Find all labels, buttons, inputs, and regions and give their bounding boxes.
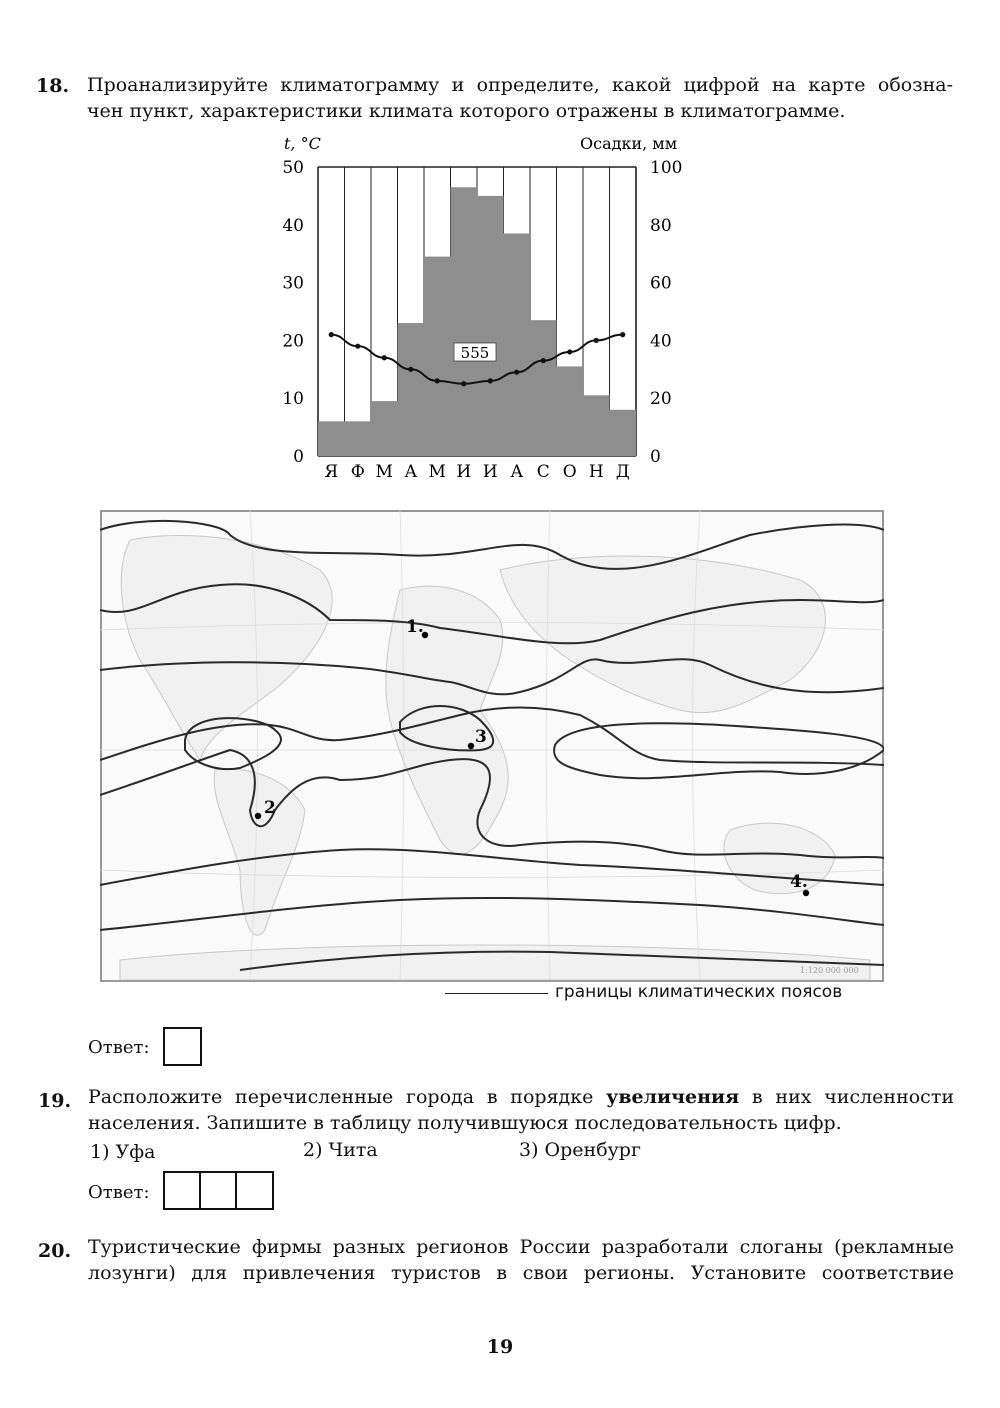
month-label: Д <box>615 462 630 482</box>
q19-answer-cell-3[interactable] <box>235 1171 274 1210</box>
question-20-line-2: лозунги) для привлечения туристов в свои регионы. Установите соответствие <box>88 1262 954 1284</box>
right-tick-label: 0 <box>650 447 661 467</box>
precipitation-bar <box>424 257 451 456</box>
question-18-line-1: Проанализируйте климатограмму и определите, какой цифрой на карте обозна- <box>87 74 953 96</box>
month-label: Я <box>324 462 339 482</box>
temperature-point <box>620 332 625 337</box>
left-tick-label: 40 <box>282 215 304 236</box>
q19-option-3: 3) Оренбург <box>519 1139 641 1161</box>
left-tick-label: 30 <box>282 273 304 294</box>
left-tick-label: 20 <box>282 331 304 352</box>
q19-answer-cell-2[interactable] <box>199 1171 237 1210</box>
temperature-point <box>594 338 599 343</box>
temperature-point <box>541 358 546 363</box>
left-tick-label: 0 <box>293 447 304 467</box>
precipitation-bar <box>345 421 372 456</box>
month-label: С <box>536 462 550 482</box>
right-tick-label: 100 <box>650 158 683 178</box>
precipitation-bar <box>451 187 478 456</box>
right-axis-label: Осадки, мм <box>580 134 678 153</box>
month-label: М <box>428 462 446 482</box>
precipitation-bar <box>530 320 557 456</box>
temperature-point <box>408 367 413 372</box>
left-tick-label: 50 <box>282 158 304 178</box>
annual-precipitation-label: 555 <box>460 344 490 362</box>
precipitation-bar <box>610 410 637 456</box>
question-18-text <box>87 72 953 124</box>
left-tick-label: 10 <box>282 389 304 410</box>
q19-option-1: 1) Уфа <box>90 1141 156 1163</box>
precipitation-bar <box>557 366 584 456</box>
q19-keyword: увеличения <box>606 1086 740 1108</box>
q18-answer-box[interactable] <box>163 1027 202 1066</box>
q18-answer-label: Ответ: <box>88 1037 150 1058</box>
temperature-point <box>514 370 519 375</box>
point-3-dot <box>468 743 474 749</box>
precipitation-bar <box>583 395 610 456</box>
temperature-point <box>355 344 360 349</box>
temperature-point <box>461 381 466 386</box>
temperature-point <box>382 355 387 360</box>
question-20-text <box>88 1234 954 1286</box>
right-tick-label: 80 <box>650 215 672 236</box>
question-19-line-2: населения. Запишите в таблицу получившуюся последовательность цифр. <box>88 1112 842 1134</box>
point-1-label: 1. <box>406 617 424 637</box>
point-3-label: 3 <box>475 727 487 747</box>
month-label: А <box>510 462 524 482</box>
point-2-dot <box>255 813 261 819</box>
question-20-line-1: Туристические фирмы разных регионов России разработали слоганы (рекламные <box>88 1236 954 1258</box>
temperature-point <box>435 378 440 383</box>
point-2-label: 2 <box>264 798 276 818</box>
month-label: И <box>456 462 472 482</box>
left-axis-label: t, °C <box>284 134 321 153</box>
precipitation-bar <box>398 323 425 456</box>
legend-text: границы климатических поясов <box>555 982 843 1002</box>
q19-answer-label: Ответ: <box>88 1182 150 1203</box>
temperature-point <box>329 332 334 337</box>
point-4-label: 4. <box>790 872 808 892</box>
question-19-line-1 <box>88 1084 954 1110</box>
question-18-number: 18. <box>36 75 70 97</box>
month-label: Н <box>588 462 604 482</box>
question-19-number: 19. <box>38 1090 72 1112</box>
question-20-number: 20. <box>38 1240 72 1262</box>
month-label: М <box>375 462 393 482</box>
precipitation-bar <box>504 233 531 456</box>
question-18-line-2: чен пункт, характеристики климата которого отражены в климатограмме. <box>87 100 846 122</box>
q19-answer-cell-1[interactable] <box>163 1171 201 1210</box>
right-tick-label: 60 <box>650 273 672 294</box>
legend-line <box>445 993 548 994</box>
right-tick-label: 20 <box>650 389 672 410</box>
month-label: Ф <box>350 462 365 482</box>
precipitation-bar <box>371 401 398 456</box>
q19-line1-post: в них численности <box>739 1086 954 1108</box>
precipitation-bar <box>477 196 504 456</box>
month-label: А <box>404 462 418 482</box>
q19-option-2: 2) Чита <box>303 1139 378 1161</box>
climate-belts-map <box>100 510 884 982</box>
precipitation-bar <box>318 421 345 456</box>
temperature-point <box>567 349 572 354</box>
temperature-point <box>488 378 493 383</box>
question-19-text <box>88 1084 954 1136</box>
page-number: 19 <box>486 1336 514 1358</box>
month-label: И <box>482 462 498 482</box>
month-label: О <box>562 462 577 482</box>
q19-line1-pre: Расположите перечисленные города в порядке <box>88 1086 607 1108</box>
map-scale-text: 1:120 000 000 <box>800 966 859 975</box>
right-tick-label: 40 <box>650 331 672 352</box>
